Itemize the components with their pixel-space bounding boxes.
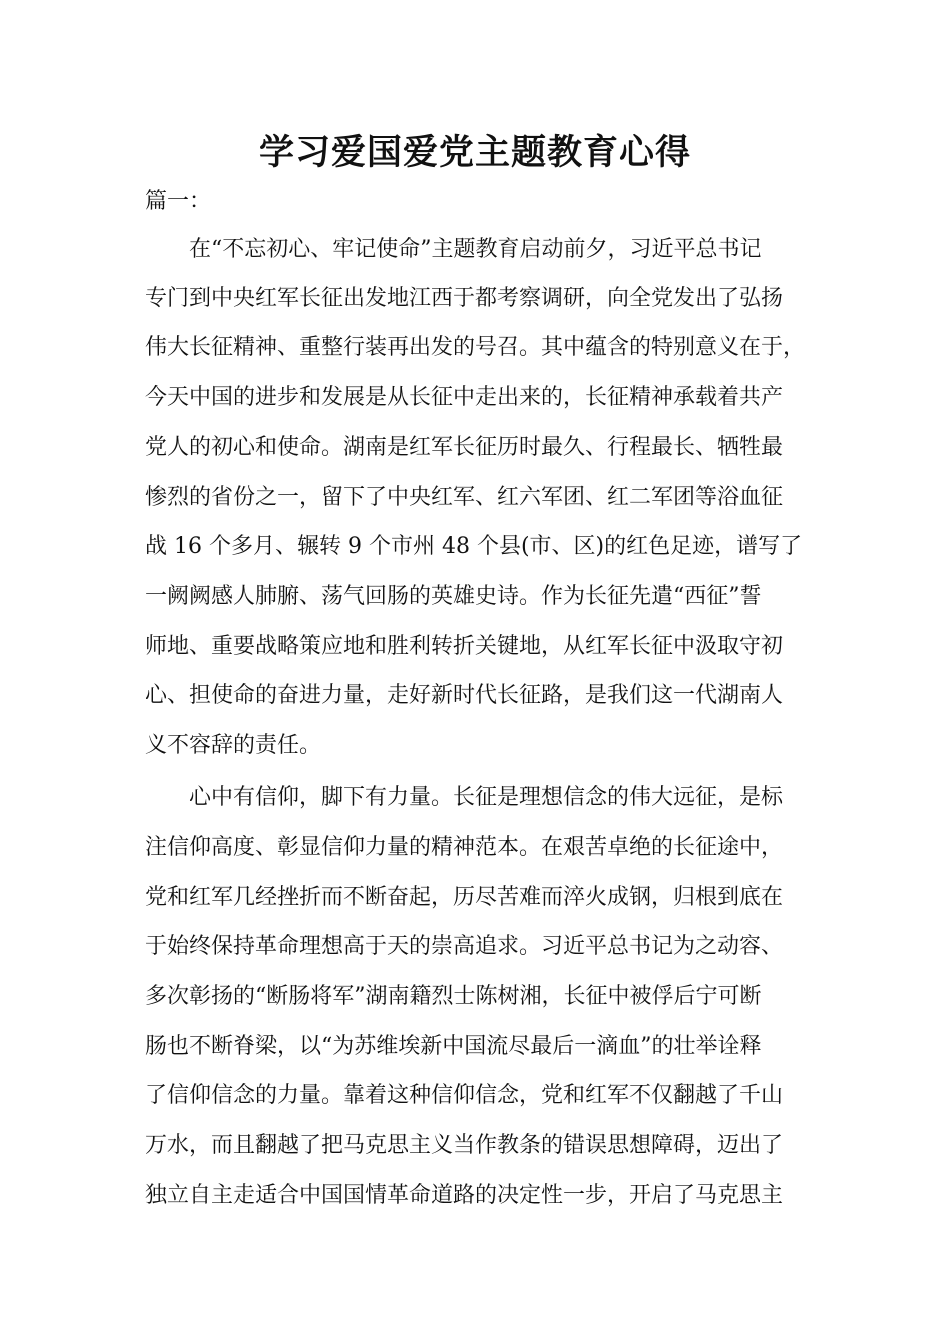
- paragraph-1-line-7: 战 16 个多月、辗转 9 个市州 48 个县(市、区)的红色足迹，谱写了: [145, 534, 803, 559]
- paragraph-1-line-5: 党人的初心和使命。湖南是红军长征历时最久、行程最长、牺牲最: [145, 435, 784, 460]
- paragraph-2-line-5: 多次彰扬的“断肠将军”湖南籍烈士陈树湘，长征中被俘后宁可断: [145, 984, 762, 1009]
- paragraph-2-line-4: 于始终保持革命理想高于天的崇高追求。习近平总书记为之动容、: [145, 934, 784, 959]
- paragraph-2-line-1: 心中有信仰，脚下有力量。长征是理想信念的伟大远征，是标: [189, 785, 784, 810]
- section-label: 篇一：: [145, 189, 212, 214]
- document-title: 学习爱国爱党主题教育心得: [258, 132, 691, 173]
- paragraph-2-line-6: 肠也不断脊梁，以“为苏维埃新中国流尽最后一滴血”的壮举诠释: [145, 1034, 762, 1059]
- paragraph-2-line-3: 党和红军几经挫折而不断奋起，历尽苦难而淬火成钢，归根到底在: [145, 885, 784, 910]
- paragraph-1-line-6: 惨烈的省份之一，留下了中央红军、红六军团、红二军团等浴血征: [145, 485, 784, 510]
- paragraph-2-line-7: 了信仰信念的力量。靠着这种信仰信念，党和红军不仅翻越了千山: [145, 1083, 784, 1108]
- paragraph-1-line-10: 心、担使命的奋进力量，走好新时代长征路，是我们这一代湖南人: [145, 683, 784, 708]
- paragraph-2-line-2: 注信仰高度、彰显信仰力量的精神范本。在艰苦卓绝的长征途中，: [145, 835, 784, 860]
- paragraph-1-line-11: 义不容辞的责任。: [145, 733, 322, 758]
- paragraph-1-line-1: 在“不忘初心、牢记使命”主题教育启动前夕，习近平总书记: [189, 237, 762, 262]
- paragraph-2-line-8: 万水，而且翻越了把马克思主义当作教条的错误思想障碍，迈出了: [145, 1133, 784, 1158]
- paragraph-1-line-4: 今天中国的进步和发展是从长征中走出来的，长征精神承载着共产: [145, 385, 784, 410]
- paragraph-1-line-9: 师地、重要战略策应地和胜利转折关键地，从红军长征中汲取守初: [145, 634, 784, 659]
- paragraph-1-line-3: 伟大长征精神、重整行装再出发的号召。其中蕴含的特别意义在于，: [145, 335, 806, 360]
- paragraph-2-line-9: 独立自主走适合中国国情革命道路的决定性一步，开启了马克思主: [145, 1183, 784, 1208]
- paragraph-1-line-8: 一阙阙感人肺腑、荡气回肠的英雄史诗。作为长征先遣“西征”誓: [145, 584, 762, 609]
- paragraph-1-line-2: 专门到中央红军长征出发地江西于都考察调研，向全党发出了弘扬: [145, 286, 784, 311]
